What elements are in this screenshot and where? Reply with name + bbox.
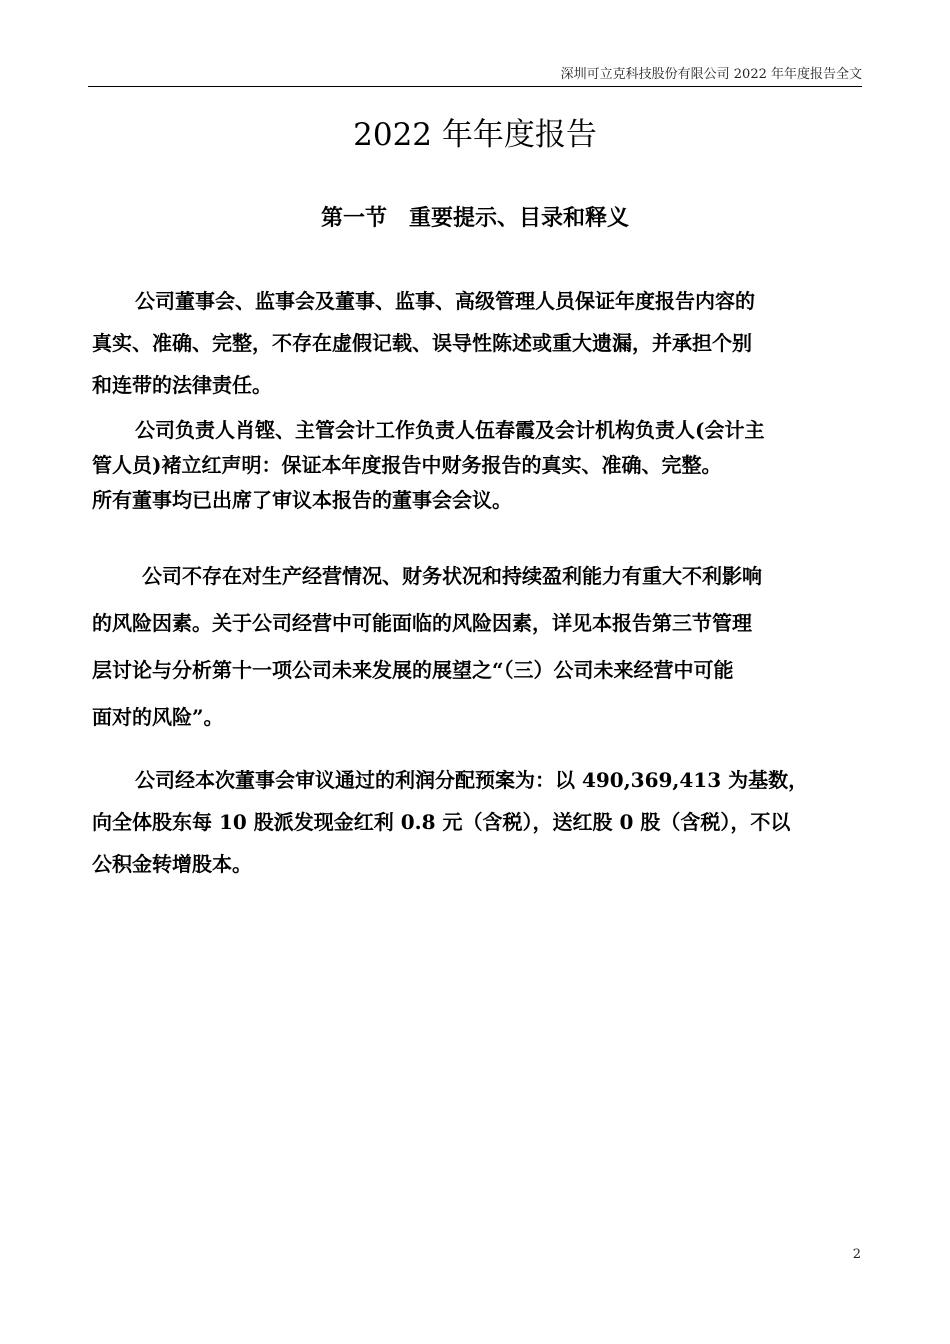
paragraph-line: 管人员)褚立红声明：保证本年度报告中财务报告的真实、准确、完整。 <box>92 453 722 477</box>
paragraph-line: 面对的风险”。 <box>92 705 224 729</box>
paragraph-line: 公积金转增股本。 <box>92 852 252 876</box>
paragraph-line: 向全体股东每 10 股派发现金红利 0.8 元（含税），送红股 0 股（含税），不以 <box>92 810 791 834</box>
paragraph-responsible-persons <box>92 413 872 518</box>
paragraph-line: 的风险因素。关于公司经营中可能面临的风险因素，详见本报告第三节管理 <box>92 611 752 635</box>
paragraph-line: 公司经本次董事会审议通过的利润分配预案为：以 490,369,413 为基数， <box>135 768 809 792</box>
report-title: 2022 年年度报告 <box>353 117 597 153</box>
paragraph-line: 层讨论与分析第十一项公司未来发展的展望之“（三）公司未来经营中可能 <box>92 658 734 682</box>
paragraph-line: 所有董事均已出席了审议本报告的董事会会议。 <box>92 488 512 512</box>
paragraph-line: 公司董事会、监事会及董事、监事、高级管理人员保证年度报告内容的 <box>135 289 755 313</box>
running-header: 深圳可立克科技股份有限公司 2022 年年度报告全文 <box>560 67 862 82</box>
paragraph-line: 公司不存在对生产经营情况、财务状况和持续盈利能力有重大不利影响 <box>142 564 762 588</box>
page-number: 2 <box>852 1247 861 1262</box>
paragraph-line: 真实、准确、完整，不存在虚假记载、误导性陈述或重大遗漏，并承担个别 <box>92 331 752 355</box>
header-divider <box>88 86 862 87</box>
paragraph-risk-factors <box>92 553 872 741</box>
paragraph-line: 和连带的法律责任。 <box>92 373 272 397</box>
section-title: 第一节 重要提示、目录和释义 <box>320 205 629 231</box>
paragraph-board-guarantee <box>92 280 872 406</box>
paragraph-line: 公司负责人肖铿、主管会计工作负责人伍春霞及会计机构负责人(会计主 <box>135 418 765 442</box>
paragraph-profit-distribution <box>92 759 872 885</box>
